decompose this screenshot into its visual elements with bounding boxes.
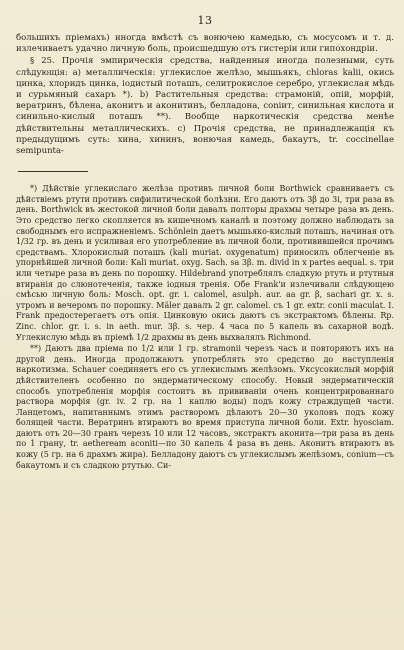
page-number: 13 bbox=[197, 14, 213, 27]
footnote-1 bbox=[16, 184, 394, 343]
footnote-separator bbox=[18, 171, 88, 172]
footnote-1-text: *) Дѣйствіе углекислаго желѣза противъ личной боли Borthwick сравниваетъ съ дѣйствіемъ ртути противъ сифилитической болѣзни. Его даютъ отъ 3β до 3i, три раза въ день. Borthwick въ жестокой личной боли давалъ полторы драхмы четыре раза въ день. Это средство легко скопляется въ кишечномъ каналѣ и поэтому должно наблюдать за свободнымъ его испражненіемъ. Schönlein даетъ мышьяко-кислый поташъ, начиная отъ 1/32 гр. въ день и усиливая его употребление въ личной боли, противившейся прочимъ средствамъ. Хлорокислый поташъ (kali muriat. oxygenatum) приносилъ облегченіе въ упорнѣйшей личной боли: Kali muriat. oxyg. Sach. sa 3β. m. divid in x partes aequal. s. три или четыре раза въ день по порошку. Hildebrand употреблялъ сладкую ртуть и ртутныя втиранія до слюнотеченія, также іодныя тренія. Oбe Frank'и излечивали слѣдующею смѣсью личную боль: Mosch. opt. gr. i. calomel, asulph. aur. aa gr. β, sachari gr. x. s. утромъ и вечеромъ по порошку. Mäler давалъ 2 gr. calomel. съ 1 gr. extr. conii maculat. I. Frank предостерегаетъ отъ опія. Цинковую окись даютъ съ экстрактомъ бѣлены. Rp. Zinc. chlor. gr. i. s. in aeth. mur. 3β. s. чер. 4 часа по 5 капель въ сахарной водѣ. Углекислую мѣдь въ пріемѣ 1/2 драхмы въ день выхвалялъ Richmond. bbox=[16, 184, 394, 342]
main-paragraph-continued: большихъ пріемахъ) иногда вмѣстѣ съ вонючею камедью, съ мосусомъ и т. д. излечиваетъ удачно личную боль, происшедшую отъ гистеріи или гипохондріи. bbox=[16, 33, 394, 55]
footnote-2-text: **) Даютъ два пріема по 1/2 или 1 гр. stramonii черезъ часъ и повторяютъ ихъ на другой день. Иногда продолжаютъ употреблять это средство до наступленія наркотизма. Schauer соединяетъ его съ углекислымъ желѣзомъ. Уксусокислый морфій дѣйствителенъ особенно по эндерматическому способу. Новый эндерматическій способъ употребленія морфія состоитъ въ прививаніи очень концентрированнаго раствора морфія (gr. iv. 2 гр. на 1 каплю воды) подъ кожу страждущей части. Ланцетомъ, напитаннымъ этимъ растворомъ дѣлаютъ 20—30 уколовъ подъ кожу болящей части. Вератринъ втираютъ во время приступа личной боли. Extr. hyosciam. даютъ отъ 20—30 гранъ черезъ 10 или 12 часовъ, экстрактъ аконита—три раза въ день по 1 грану, tr. aetheream aconiti—по 30 капель 4 раза въ день. Аконитъ втираютъ въ кожу (5 гр. на 6 драхмъ жира). Белладону даютъ съ углекислымъ желѣзомъ, conium—съ бакаутомъ и съ сладкою ртутью. Си- bbox=[16, 344, 394, 470]
main-text bbox=[16, 33, 394, 157]
footnote-2 bbox=[16, 344, 394, 471]
main-paragraph-section-25: § 25. Прочія эмпирическія средства, найденныя иногда полезными, суть слѣдующія: a) металлическія: углекислое желѣзо, мышьякъ, chloras kalii, окись цинка, хлоридъ цинка, іодистый поташъ, селитрокислое серебро, углекислая мѣдь и сурьмяный сахаръ *). b) Растительныя средства: страмоній, опій, морфій, вератринъ, бѣлена, аконитъ и аконитинъ, белладона, coniит, синильная кислота и синильно-кислый поташъ **). Вообще наркотическія средства менѣе дѣйствительны металлическихъ. c) Прочія средства, не принадлежащія къ предыдущимъ суть: хина, хининъ, вонючая камедь, бакаутъ, tr. coccinellae semipunta- bbox=[16, 56, 394, 157]
